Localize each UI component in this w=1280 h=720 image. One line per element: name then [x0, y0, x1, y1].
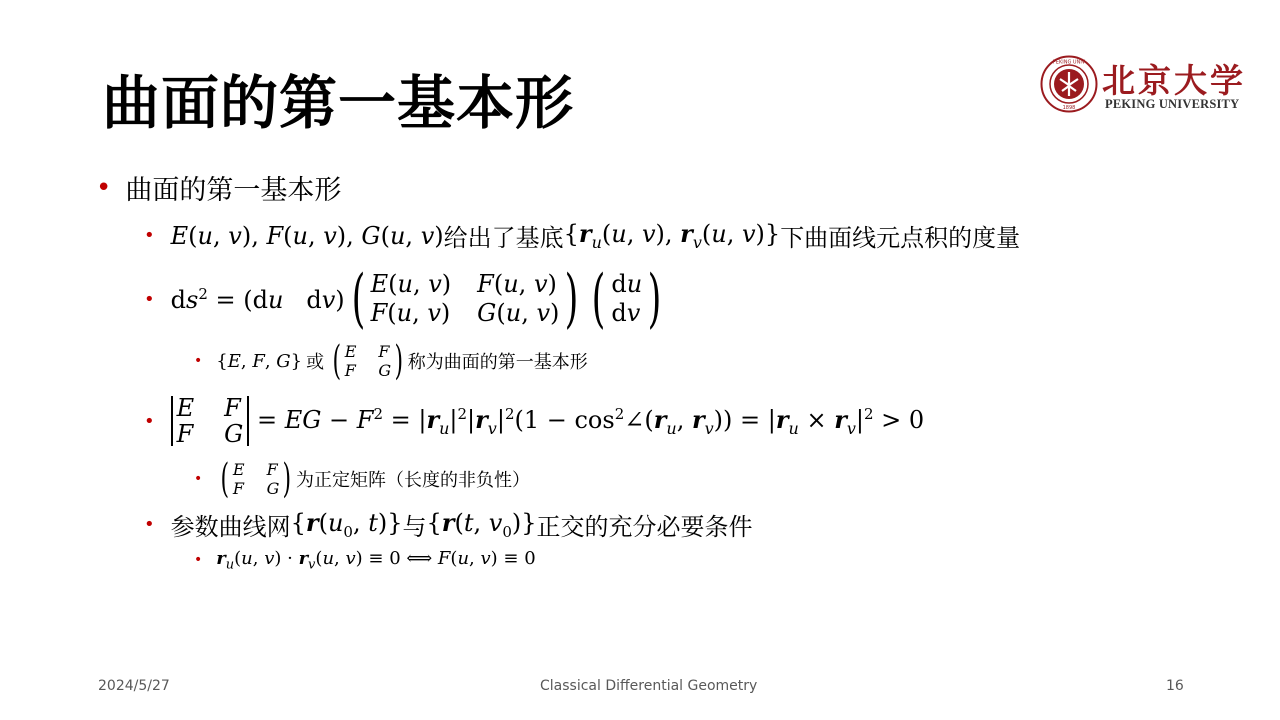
logo-english-name: PEKING UNIVERSITY: [1105, 97, 1240, 111]
bullet-text-tail: 下曲面线元点积的度量: [780, 224, 1021, 252]
bullet-dot: •: [194, 353, 203, 369]
math-curve-1: {$r(u_0$, t)}: [290, 508, 403, 541]
bullet-efg-definition: [144, 218, 1020, 253]
bullet-positive-definite: [194, 456, 530, 502]
svg-text:1898: 1898: [1062, 105, 1076, 111]
bullet-text: 为正定矩阵（长度的非负性）: [295, 470, 530, 491]
bullet-dot: •: [194, 552, 203, 569]
bullet-dot: •: [144, 225, 155, 246]
math-efg: E(u, v), F(u, v), G(u, v): [170, 221, 444, 250]
bullet-dot: •: [96, 172, 112, 203]
footer-page-number: 16: [1166, 678, 1184, 694]
math-efg-set: {E, F, G} 或 ( E F F G ): [216, 338, 404, 384]
math-determinant: E F F G = EG − $F^2 = |r_u|^2|r_v|^2(1$ − $\cos^2\angle(r_u$, $r_v)) = |r_u \times r_v|^2 > 0$: [171, 395, 925, 448]
matrix-efg: ( E(u, v) F(u, v) F(u, v) G(u, v) ): [351, 262, 579, 336]
bullet-first-form-def: [194, 338, 588, 384]
bullet-dot: •: [144, 288, 155, 310]
bullet-orthogonal-net: [144, 507, 753, 542]
bullet-level1: [96, 168, 341, 207]
footer-course-title: Classical Differential Geometry: [540, 678, 758, 694]
bullet-text: 曲面的第一基本形: [125, 175, 342, 206]
svg-text:PEKING UNIV: PEKING UNIV: [1052, 59, 1086, 66]
bullet-orthogonal-condition: [194, 548, 536, 573]
math-matrix-efg: ( E F F G ): [220, 456, 292, 502]
bullet-dot: •: [144, 514, 155, 535]
bullet-text-mid: 与: [402, 513, 427, 541]
bullet-text: 参数曲线网: [170, 513, 291, 541]
slide-title: 曲面的第一基本形: [102, 69, 575, 137]
bullet-text: 称为曲面的第一基本形: [407, 352, 588, 373]
bullet-dot: •: [144, 410, 155, 432]
bullet-text: 给出了基底: [443, 224, 564, 252]
math-curve-2: {r(t, $v_0$)}: [426, 508, 537, 541]
bullet-text-tail: 正交的充分必要条件: [536, 513, 753, 541]
math-basis: {$r_u(u$, v), $r_v(u$, v)}: [563, 219, 781, 252]
bullet-ds2-formula: [144, 262, 668, 336]
logo-chinese-name: 北京大学: [1102, 61, 1246, 100]
footer-date: 2024/5/27: [98, 678, 170, 694]
math-ds2: $ds^2 = (du$ dv) ( E(u, v) F(u, v) F(u, v) G(u, v) ) ( du dv ): [171, 262, 669, 336]
math-orthogonal-condition: $r_u(u$, $v) \cdot r_v(u$, v) ≡ 0 ⟺ F(u, v) ≡ 0: [216, 548, 536, 573]
vector-du-dv: ( du dv ): [591, 262, 662, 336]
bullet-dot: •: [194, 471, 203, 487]
bullet-determinant: [144, 395, 924, 448]
